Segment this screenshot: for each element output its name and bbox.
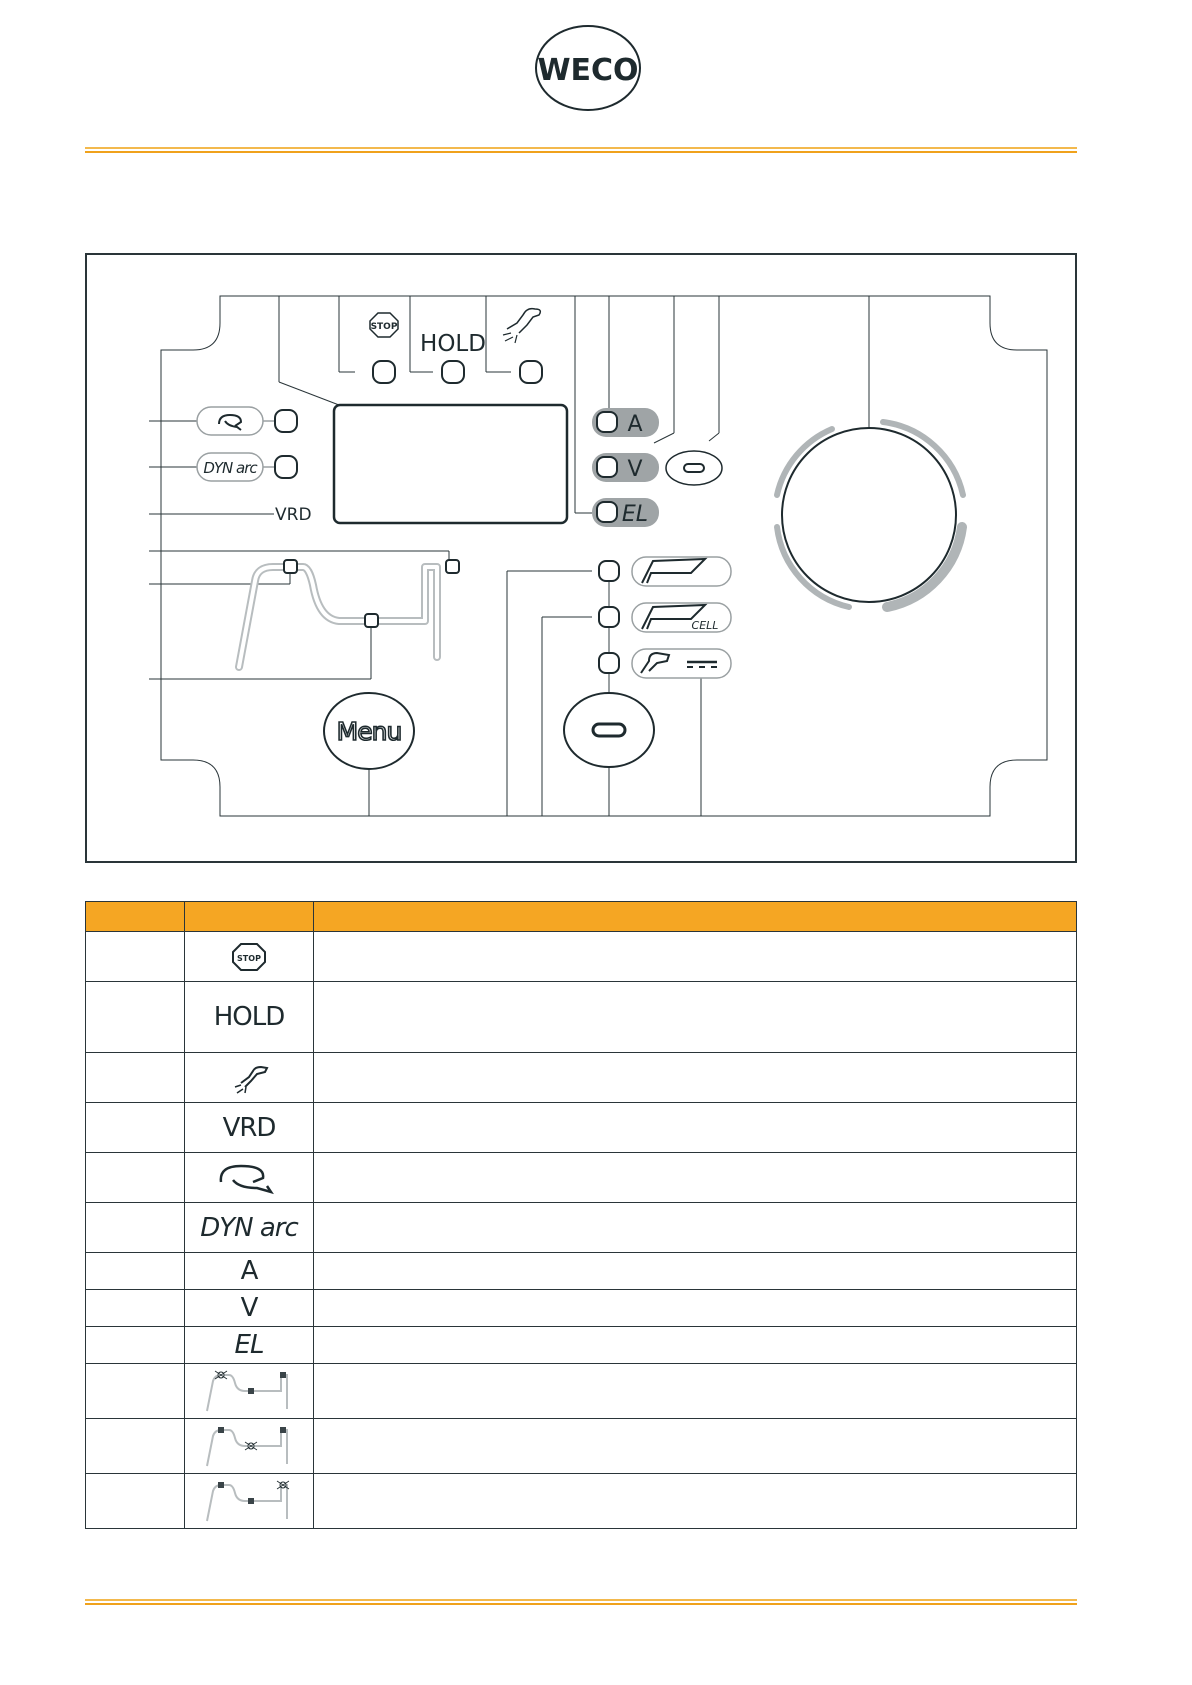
hold-symbol: HOLD (213, 1002, 285, 1032)
table-row (86, 1419, 1077, 1474)
process-select-button[interactable] (564, 693, 654, 767)
table-row (86, 1153, 1077, 1203)
table-header-row (86, 902, 1077, 932)
waveform-point-3-icon (199, 1479, 299, 1523)
lcd-display (334, 405, 567, 523)
logo-text: WECO (537, 53, 639, 88)
table-row (86, 1053, 1077, 1103)
table-row (86, 1474, 1077, 1529)
table-row (86, 1253, 1077, 1290)
volt-indicator (592, 453, 659, 482)
electrode-symbol: EL (234, 1330, 264, 1360)
header-symbol (185, 902, 314, 932)
table-row (86, 1327, 1077, 1364)
electrode-indicator (592, 498, 659, 527)
table-row (86, 932, 1077, 982)
amp-indicator (592, 408, 659, 437)
vrd-symbol: VRD (222, 1112, 276, 1143)
encoder-knob[interactable] (777, 422, 963, 607)
svg-text:V: V (627, 457, 643, 482)
table-row (86, 1103, 1077, 1153)
table-row (86, 1290, 1077, 1327)
weco-logo (534, 24, 642, 112)
menu-button[interactable] (324, 693, 414, 769)
display-select-button[interactable] (666, 451, 722, 485)
arc-strike-icon (227, 1061, 271, 1095)
svg-text:CELL: CELL (691, 619, 719, 632)
table-row (86, 982, 1077, 1053)
hot-start-icon (211, 1160, 287, 1196)
symbol-table (85, 901, 1077, 1529)
hold-indicator (420, 331, 486, 383)
waveform-point-2-icon (199, 1424, 299, 1468)
svg-text:STOP: STOP (237, 953, 261, 963)
dynarc-symbol: DYN arc (200, 1212, 298, 1243)
svg-text:STOP: STOP (370, 322, 398, 332)
dynarc-button[interactable] (197, 453, 297, 481)
header-description (314, 902, 1077, 932)
stop-indicator (370, 313, 398, 383)
waveform-point-1-icon (199, 1369, 299, 1413)
svg-text:A: A (627, 412, 643, 437)
svg-text:EL: EL (621, 502, 649, 527)
header-number (86, 902, 185, 932)
stop-icon (227, 941, 271, 973)
amp-symbol: A (240, 1256, 258, 1286)
tig-mode[interactable] (599, 649, 731, 678)
hot-start-button[interactable] (197, 407, 297, 435)
volt-symbol: V (240, 1293, 258, 1323)
svg-text:HOLD: HOLD (420, 331, 486, 357)
svg-text:Menu: Menu (336, 717, 402, 746)
waveform-point-2 (365, 614, 378, 627)
vrd-label: VRD (275, 505, 312, 525)
mma-cell-mode[interactable] (599, 603, 731, 632)
front-panel-diagram (85, 253, 1077, 863)
table-row (86, 1203, 1077, 1253)
waveform-point-1 (284, 560, 297, 573)
table-row (86, 1364, 1077, 1419)
svg-text:DYN arc: DYN arc (203, 459, 257, 477)
waveform-point-3 (446, 560, 459, 573)
mma-mode[interactable] (599, 557, 731, 586)
welding-waveform (239, 560, 459, 667)
